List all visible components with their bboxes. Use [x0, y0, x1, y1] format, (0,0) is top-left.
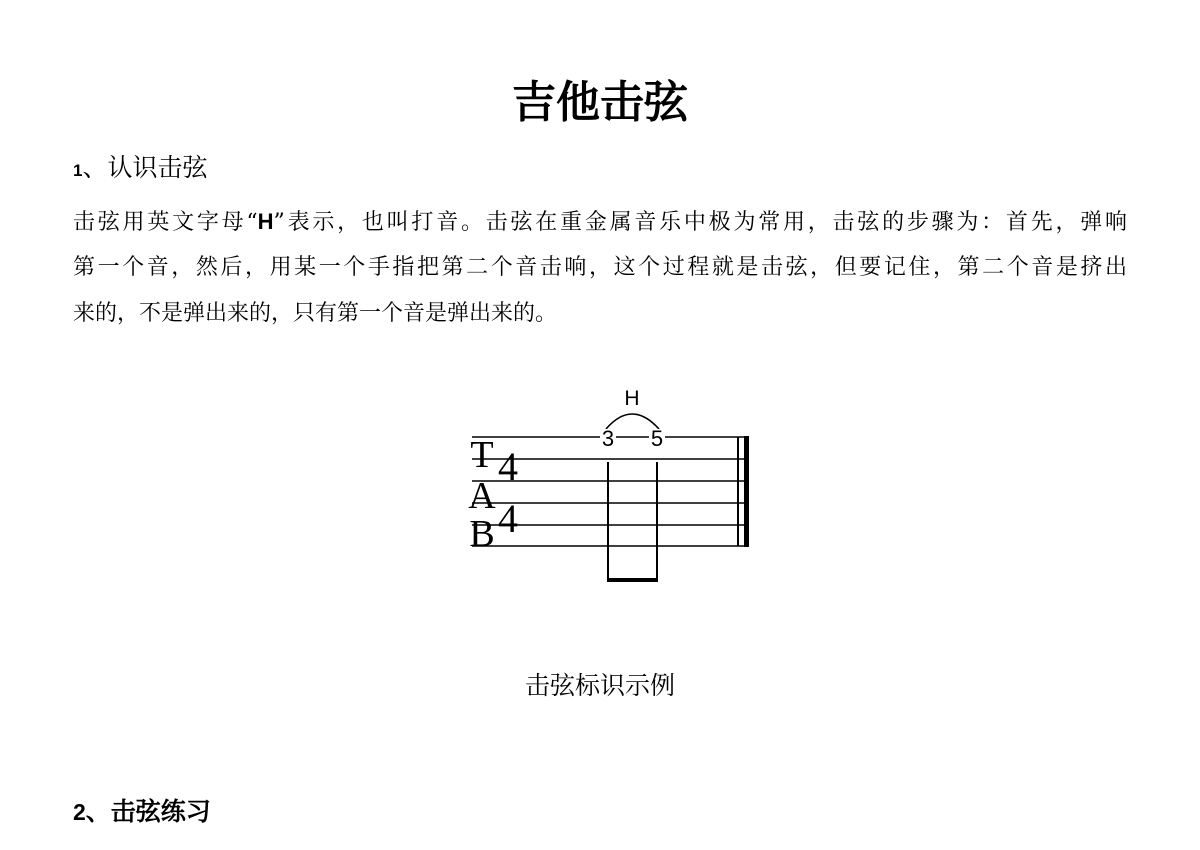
- time-signature-bottom: 4: [498, 496, 518, 541]
- paragraph-letter-h: H: [257, 209, 274, 234]
- paragraph-line-3: 来的，不是弹出来的，只有第一个音是弹出来的。: [73, 301, 558, 326]
- tab-staff-svg: [460, 378, 770, 593]
- section-label-1: 、认识击弦: [82, 153, 208, 182]
- hammer-on-label: H: [624, 387, 640, 410]
- time-signature-top: 4: [498, 444, 518, 489]
- section-label-2: 、击弦练习: [85, 797, 211, 826]
- tab-clef-b: B: [469, 513, 495, 555]
- hammer-on-tab-figure: [460, 378, 770, 593]
- figure-caption: 击弦标识示例: [524, 671, 675, 700]
- section-heading-1: [73, 150, 207, 186]
- fret-number-1: 3: [601, 426, 615, 451]
- section-number-1: 1: [73, 161, 83, 180]
- paragraph-line-1: [73, 199, 1127, 245]
- paragraph-line-1-after: ”表示，也叫打音。击弦在重金属音乐中极为常用，击弦的步骤为：首先，弹响: [273, 210, 1127, 235]
- fret-number-2: 5: [650, 426, 664, 451]
- tab-clef-t: T: [470, 434, 494, 476]
- section-number-2: 2: [73, 799, 86, 825]
- paragraph-line-1-before: 击弦用英文字母“: [73, 210, 258, 235]
- note-beam: [607, 578, 658, 582]
- section-heading-2: [73, 794, 211, 830]
- tab-clef-a: A: [468, 475, 496, 517]
- final-barline-thick: [744, 436, 749, 547]
- paragraph-line-2: 第一个音，然后，用某一个手指把第二个音击响，这个过程就是击弦，但要记住，第二个音是挤出: [73, 255, 1127, 280]
- page-title: 吉他击弦: [512, 77, 688, 128]
